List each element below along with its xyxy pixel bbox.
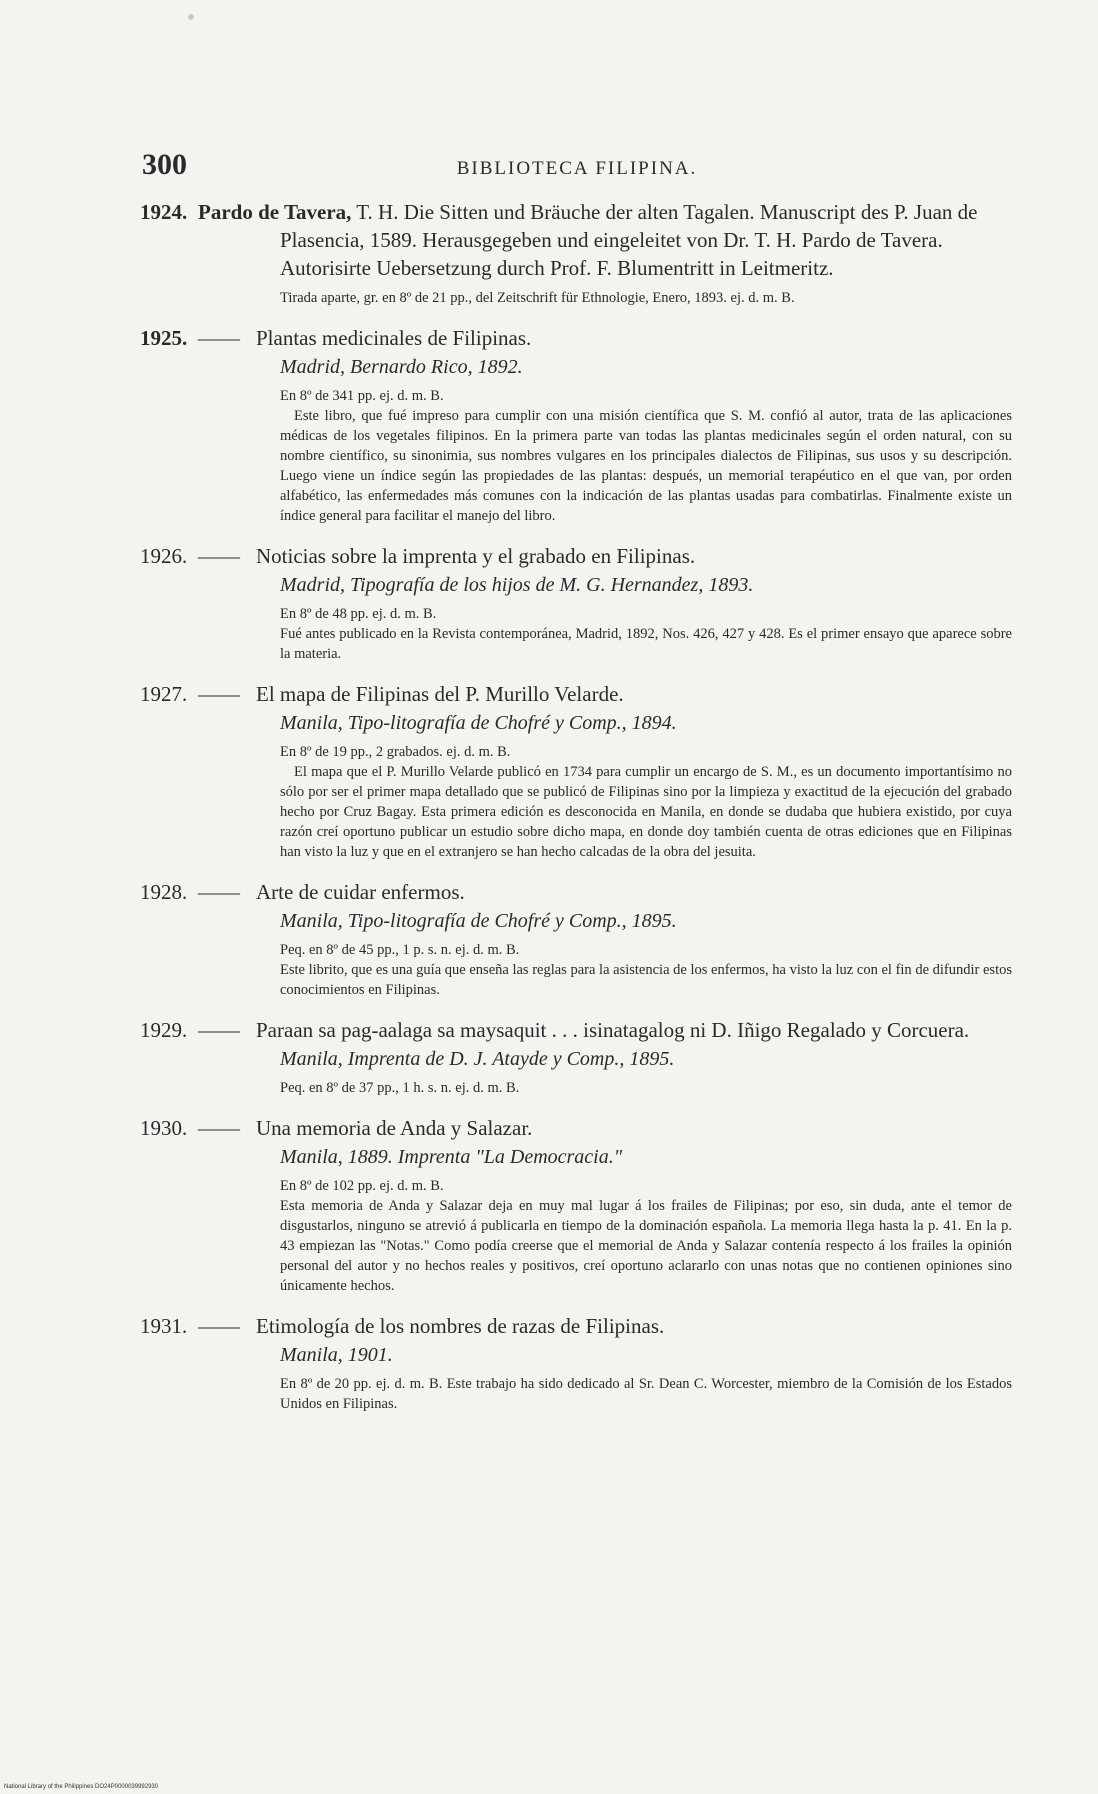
entry-title-line — [140, 542, 1012, 570]
entry-collation: En 8º de 19 pp., 2 grabados. ej. d. m. B. — [280, 744, 511, 760]
ditto-dash: —— — [198, 880, 240, 904]
entry-title: El mapa de Filipinas del P. Murillo Velarde. — [256, 682, 624, 706]
entry-number: 1930. — [140, 1116, 188, 1140]
entry-1924 — [140, 198, 1012, 308]
entry-collation: En 8º de 48 pp. ej. d. m. B. — [280, 606, 437, 622]
entry-title-line — [140, 878, 1012, 906]
entry-1925 — [140, 324, 1012, 526]
entry-note — [140, 1374, 1012, 1414]
entry-annotation: Esta memoria de Anda y Salazar deja en muy mal lugar á los frailes de Filipinas; por eso, sin duda, ante el temor de disgustarlos, ninguno se atrevió á publicarla en tiempo de la dominación española. La memoria llega hasta la p. 41. En la p. 43 empiezan las "Notas." Como podía creerse que el memorial de Anda y Salazar contenía respecto á los frailes la opinión personal del autor y no hechos reales y positivos, creí oportuno aclararlo con unas notas que no contienen opiniones sino únicamente hechos. — [280, 1198, 1012, 1294]
entry-note — [140, 742, 1012, 862]
entry-title: Etimología de los nombres de razas de Filipinas. — [256, 1314, 665, 1338]
entry-imprint: Manila, Tipo-litografía de Chofré y Comp., 1894. — [280, 712, 677, 734]
entry-note — [140, 1078, 1012, 1098]
entry-imprint: Manila, Imprenta de D. J. Atayde y Comp., 1895. — [280, 1048, 675, 1070]
entry-collation: En 8º de 102 pp. ej. d. m. B. — [280, 1178, 444, 1194]
entry-1929 — [140, 1016, 1012, 1098]
ditto-dash: —— — [198, 682, 240, 706]
entry-number: 1926. — [140, 544, 188, 568]
entry-collation: Peq. en 8º de 45 pp., 1 p. s. n. ej. d. m. B. — [280, 942, 520, 958]
ditto-dash: —— — [198, 1018, 240, 1042]
entry-title-line — [140, 1114, 1012, 1142]
page-number: 300 — [142, 148, 187, 181]
entry-annotation: El mapa que el P. Murillo Velarde publicó en 1734 para cumplir un encargo de S. M., es un documento importantísimo no sólo por ser el primer mapa detallado que se publicó de Filipinas sino por la limpieza y exactitud de la ejecución del grabado hecho por Cruz Bagay. Esta primera edición es desconocida en Manila, en donde se dudaba que hubiera existido, por cuya razón creí oportuno publicar un estudio sobre dicho mapa, en donde doy también cuenta de otras ediciones que en Filipinas han visto la luz y que en el extranjero se han hecho calcadas de la obra del jesuita. — [280, 764, 1012, 860]
entry-imprint: Madrid, Bernardo Rico, 1892. — [280, 356, 523, 378]
entry-imprint: Manila, 1901. — [280, 1344, 393, 1366]
entry-title-line — [140, 1312, 1012, 1340]
entry-note — [140, 604, 1012, 664]
ditto-dash: —— — [198, 1116, 240, 1140]
entry-collation: En 8º de 20 pp. ej. d. m. B. Este trabajo ha sido dedicado al Sr. Dean C. Worcester, miembro de la Comisión de los Estados Unidos en Filipinas. — [280, 1376, 1012, 1412]
entry-note — [140, 940, 1012, 1000]
entry-title: Noticias sobre la imprenta y el grabado en Filipinas. — [256, 544, 696, 568]
entry-number: 1928. — [140, 880, 188, 904]
entry-title: Plantas medicinales de Filipinas. — [256, 326, 532, 350]
entry-imprint: Manila, Tipo-litografía de Chofré y Comp., 1895. — [280, 910, 677, 932]
entry-title: Una memoria de Anda y Salazar. — [256, 1116, 533, 1140]
entry-1928 — [140, 878, 1012, 1000]
entry-number: 1927. — [140, 682, 188, 706]
entry-1930 — [140, 1114, 1012, 1296]
entry-imprint: Madrid, Tipografía de los hijos de M. G. Hernandez, 1893. — [280, 574, 754, 596]
ditto-dash: —— — [198, 1314, 240, 1338]
entry-note — [140, 288, 1012, 308]
scan-footer: National Library of the Philippines DO24P0000039992930 — [4, 1784, 159, 1790]
entry-1926 — [140, 542, 1012, 664]
entry-number: 1925. — [140, 326, 188, 350]
entry-1931 — [140, 1312, 1012, 1414]
entry-collation: Peq. en 8º de 37 pp., 1 h. s. n. ej. d. m. B. — [280, 1080, 520, 1096]
entry-title: T. H. Die Sitten und Bräuche der alten Tagalen. Manuscript des P. Juan de Plasencia, 1589. Herausgegeben und eingeleitet von Dr. T. H. Pardo de Tavera. Autorisirte Uebersetzung durch Prof. F. Blumentritt in Leitmeritz. — [280, 200, 978, 280]
entry-annotation: Fué antes publicado en la Revista contemporánea, Madrid, 1892, Nos. 426, 427 y 428. Es el primer ensayo que aparece sobre la materia. — [280, 626, 1012, 662]
ditto-dash: —— — [198, 544, 240, 568]
entry-author: Pardo de Tavera, — [198, 200, 352, 224]
entry-imprint: Manila, 1889. Imprenta "La Democracia." — [280, 1146, 623, 1168]
entry-title: Arte de cuidar enfermos. — [256, 880, 465, 904]
entry-title: Paraan sa pag-aalaga sa maysaquit . . . isinatagalog ni D. Iñigo Regalado y Corcuera. — [256, 1018, 970, 1042]
entry-title-line — [140, 680, 1012, 708]
page-header — [142, 148, 1012, 188]
entry-1927 — [140, 680, 1012, 862]
entry-annotation: Este librito, que es una guía que enseña las reglas para la asistencia de los enfermos, ha visto la luz con el fin de difundir estos conocimientos en Filipinas. — [280, 962, 1012, 998]
entry-number: 1924. — [140, 200, 188, 224]
bibliography-entries — [140, 198, 1012, 1430]
entry-number: 1931. — [140, 1314, 188, 1338]
entry-title-line — [140, 1016, 1012, 1044]
entry-title-line — [140, 324, 1012, 352]
ditto-dash: —— — [198, 326, 240, 350]
entry-collation: En 8º de 341 pp. ej. d. m. B. — [280, 388, 444, 404]
entry-note — [140, 1176, 1012, 1296]
running-title: BIBLIOTECA FILIPINA. — [456, 158, 698, 179]
entry-note-text: Tirada aparte, gr. en 8º de 21 pp., del Zeitschrift für Ethnologie, Enero, 1893. ej. d. m. B. — [280, 290, 795, 306]
entry-number: 1929. — [140, 1018, 188, 1042]
entry-title-line — [140, 198, 1012, 282]
scan-speck — [188, 14, 194, 20]
entry-annotation: Este libro, que fué impreso para cumplir con una misión científica que S. M. confió al autor, trata de las aplicaciones médicas de los vegetales filipinos. En la primera parte van todas las plantas medicinales según el orden natural, con su nombre científico, su sinonimia, sus nombres vulgares en los principales dialectos de Filipinas, sus usos y su descripción. Luego viene un índice según las propiedades de las plantas: después, un memorial terapéutico en el que van, por orden alfabético, las enfermedades más comunes con la indicación de las plantas usadas para combatirlas. Finalmente existe un índice general para facilitar el manejo del libro. — [280, 408, 1012, 524]
entry-note — [140, 386, 1012, 526]
